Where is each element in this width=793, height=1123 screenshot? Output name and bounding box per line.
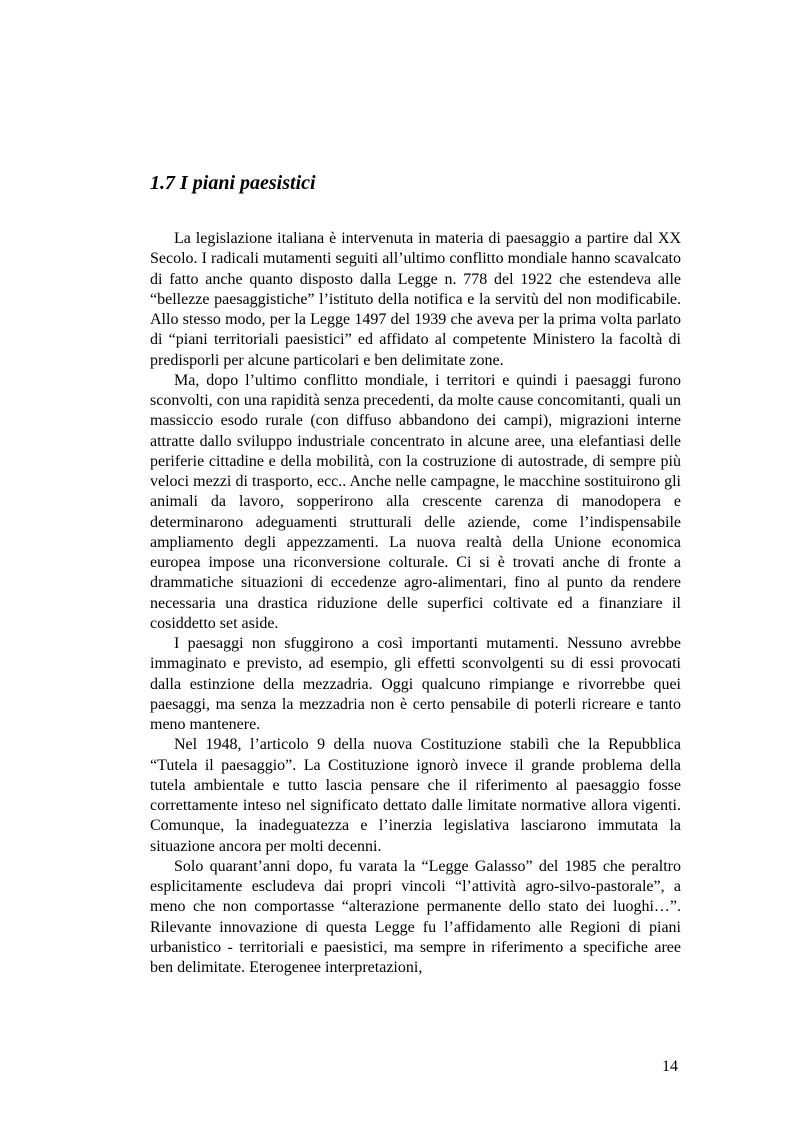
paragraph-paesaggi-mutamenti: I paesaggi non sfuggirono a così importanti mutamenti. Nessuno avrebbe immaginato e previsto, ad esempio, gli effetti sconvolgenti su di essi provocati dalla estinzione della mezzadria. Oggi qualcuno rimpiange e rivorrebbe quei paesaggi, ma senza la mezzadria non è certo pensabile di poterli ricreare e tanto meno mantenere. bbox=[150, 635, 681, 733]
paragraph-costituzione: Nel 1948, l’articolo 9 della nuova Costituzione stabilì che la Repubblica “Tutela il paesaggio”. La Costituzione ignorò invece il grande problema della tutela ambientale e tutto lascia pensare che il riferimento al paesaggio fosse correttamente inteso nel significato dettato dalle limitate normative allora vigenti. Comunque, la inadeguatezza e l’inerzia legislativa lasciarono immutata la situazione ancora per molti decenni. bbox=[150, 736, 681, 855]
section-title: 1.7 I piani paesistici bbox=[150, 172, 316, 194]
page-number: 14 bbox=[662, 1058, 678, 1075]
paragraph-legislazione: La legislazione italiana è intervenuta in materia di paesaggio a partire dal XX Secolo. I radicali mutamenti seguiti all’ultimo conflitto mondiale hanno scavalcato di fatto anche quanto disposto dalla Legge n. 778 del 1922 che estendeva alle “bellezze paesaggistiche” l’istituto della notifica e la servitù del non modificabile. Allo stesso modo, per la Legge 1497 del 1939 che aveva per la prima volta parlato di “piani territoriali paesistici” ed affidato al competente Ministero la facoltà di predisporli per alcune particolari e ben delimitate zone. bbox=[150, 230, 681, 369]
paragraph-legge-galasso: Solo quarant’anni dopo, fu varata la “Legge Galasso” del 1985 che peraltro esplicitamente escludeva dai propri vincoli “l’attività agro-silvo-pastorale”, a meno che non comportasse “alterazione permanente dello stato dei luoghi…”. Rilevante innovazione di questa Legge fu l’affidamento alle Regioni di piani urbanistico - territoriali e paesistici, ma sempre in riferimento a specifiche aree ben delimitate. Eterogenee interpretazioni, bbox=[150, 857, 681, 976]
body-text bbox=[150, 229, 681, 978]
paragraph-conflitto-mondiale: Ma, dopo l’ultimo conflitto mondiale, i territori e quindi i paesaggi furono sconvolti, con una rapidità senza precedenti, da molte cause concomitanti, quali un massiccio esodo rurale (con diffuso abbandono dei campi), migrazioni interne attratte dallo sviluppo industriale concentrato in alcune aree, una elefantiasi delle periferie cittadine e della mobilità, con la costruzione di autostrade, di sempre più veloci mezzi di trasporto, ecc.. Anche nelle campagne, le macchine sostituirono gli animali da lavoro, sopperirono alla crescente carenza di manodopera e determinarono adeguamenti strutturali delle aziende, come l’indispensabile ampliamento degli appezzamenti. La nuova realtà della Unione economica europea impose una riconversione colturale. Ci si è trovati anche di fronte a drammatiche situazioni di eccedenze agro-alimentari, fino al punto da rendere necessaria una drastica riduzione delle superfici coltivate ed a finanziare il cosiddetto set aside. bbox=[150, 371, 681, 632]
